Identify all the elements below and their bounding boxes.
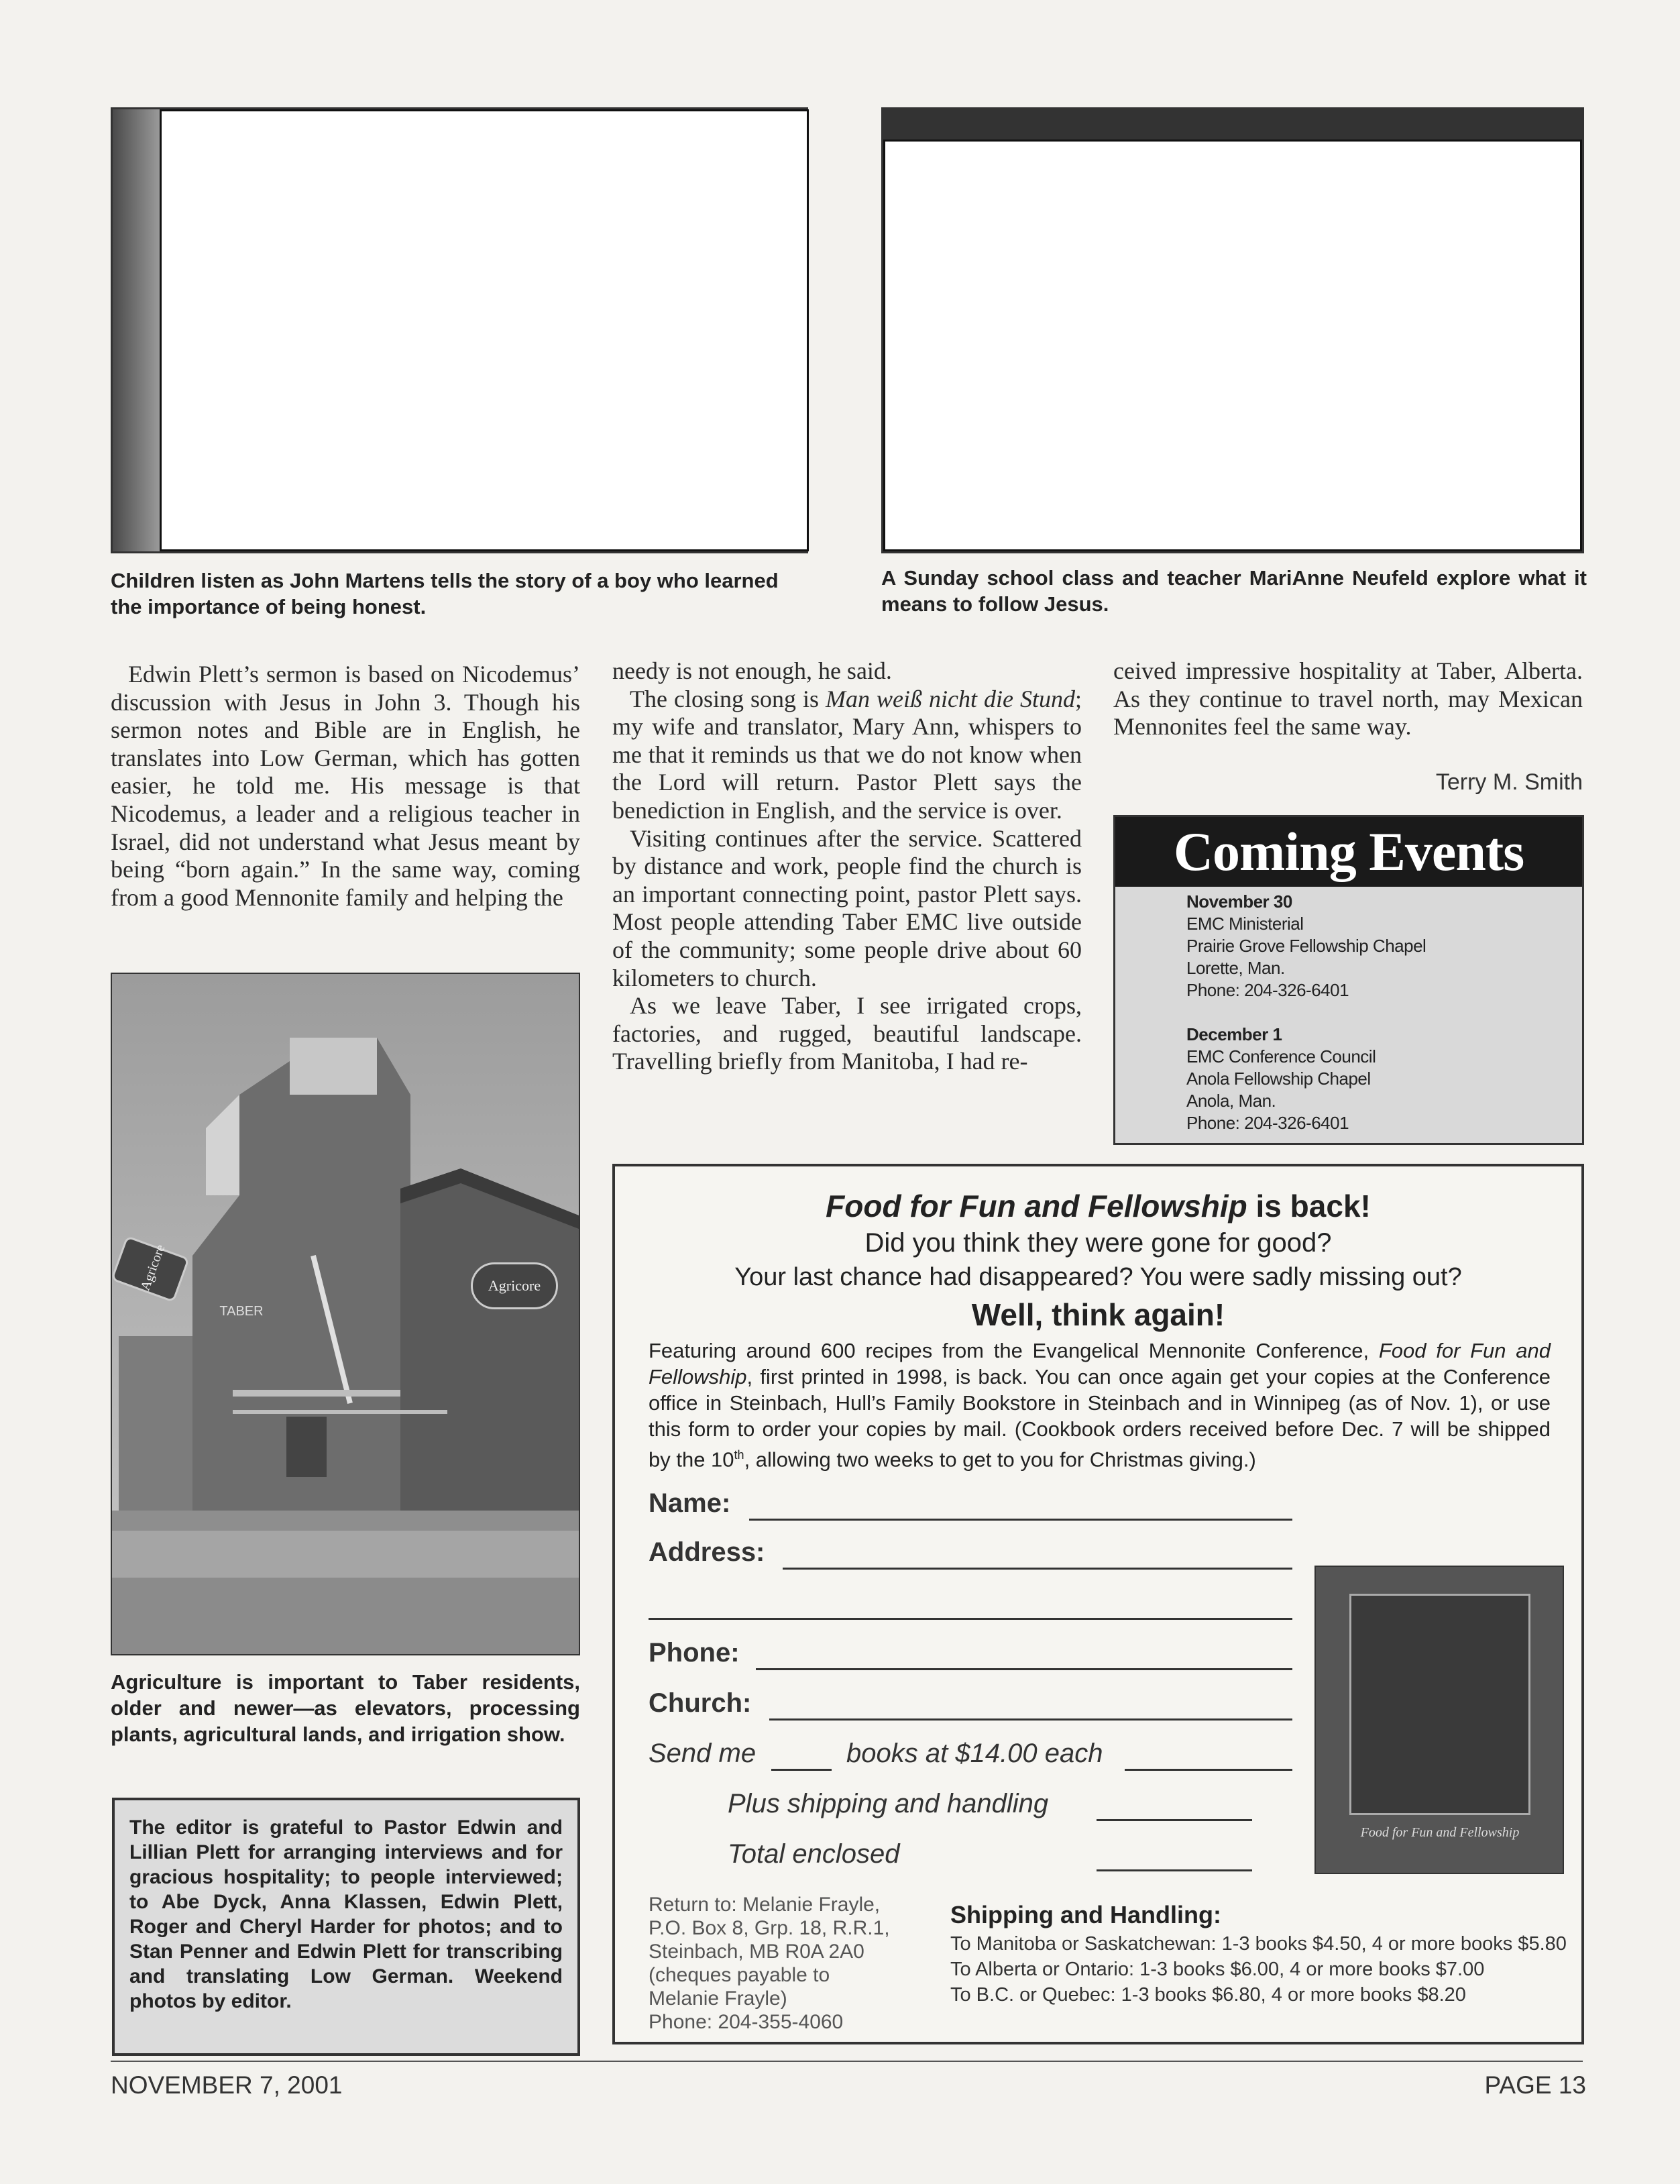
brand-text: Agricore — [137, 1242, 168, 1293]
ad-headline: Food for Fun and Fellowship is back! — [826, 1189, 1371, 1223]
shipping-label: Plus shipping and handling — [728, 1789, 1049, 1818]
address-label: Address: — [649, 1537, 765, 1567]
byline: Terry M. Smith — [1435, 769, 1583, 795]
photo-sunday-school — [881, 107, 1584, 553]
address-field-line-2[interactable] — [649, 1618, 1292, 1620]
phone-label: Phone: — [649, 1638, 740, 1668]
photo-placeholder — [160, 109, 809, 551]
event-line: EMC Conference Council — [1186, 1046, 1376, 1067]
town-sign: TABER — [219, 1304, 264, 1319]
name-label: Name: — [649, 1488, 731, 1518]
editor-note-text: The editor is grateful to Pastor Edwin and Lillian Plett for arranging interviews and for gracious hospitality; to people interviewed; to Abe Dyck, Anna Klassen, Edwin Plett, Roger and Cheryl Harder for photos; and to Stan Penner and Edwin Plett for transcribing and translating Low German. Weekend photos by editor. — [129, 1816, 563, 2012]
grain-elevator-illustration — [112, 974, 579, 1654]
quantity-field[interactable] — [771, 1769, 832, 1771]
article-paragraph: needy is not enough, he said. — [612, 657, 892, 684]
footer-page-number: PAGE 13 — [1484, 2071, 1586, 2099]
event-line: Lorette, Man. — [1186, 958, 1285, 978]
address-field[interactable] — [783, 1568, 1292, 1570]
church-field[interactable] — [769, 1718, 1292, 1721]
article-paragraph: The closing song is Man weiß nicht die Stund; my wife and translator, Mary Ann, whispers to me that it reminds us that we do not know when the Lord will return. Pastor Plett says the benediction in English, and the service is over. — [612, 685, 1082, 824]
article-paragraph: As we leave Taber, I see irrigated crops, factories, and rugged, beautiful landscape. Travelling briefly from Manitoba, I had re- — [612, 992, 1082, 1075]
brand-text: Agricore — [488, 1277, 541, 1294]
article-column-2 — [612, 657, 1082, 1076]
event-line: Anola, Man. — [1186, 1091, 1276, 1111]
books-subtotal-field[interactable] — [1125, 1769, 1292, 1771]
photo-placeholder — [883, 140, 1582, 551]
photo-edge — [113, 109, 160, 551]
event-line: Anola Fellowship Chapel — [1186, 1069, 1371, 1089]
photo-children-listening — [111, 107, 808, 553]
article-paragraph: Edwin Plett’s sermon is based on Nicodemus’ discussion with Jesus in John 3. Though his sermon notes and Bible are in English, he translates into Low German, which has gotten easier, he told me. His message is that Nicodemus, a leader and a religious teacher in Israel, did not understand what Jesus meant by being “born again.” In the same way, coming from a good Mennonite family and helping the — [111, 661, 580, 911]
book-title: Food for Fun and Fellowship — [826, 1189, 1247, 1223]
event-line: Phone: 204-326-6401 — [1186, 980, 1349, 1000]
photo-edge — [883, 109, 1582, 140]
cover-photo — [1349, 1594, 1530, 1815]
shipping-rate-row: To B.C. or Quebec: 1-3 books $6.80, 4 or more books $8.20 — [950, 1984, 1466, 2006]
caption-elevator-photo: Agriculture is important to Taber residents, older and newer—as elevators, processing plants, agricultural lands, and irrigation show. — [111, 1670, 580, 1746]
ad-line-3: Your last chance had disappeared? You were sadly missing out? — [734, 1263, 1462, 1291]
event-line: Phone: 204-326-6401 — [1186, 1113, 1349, 1133]
editor-acknowledgement-box — [112, 1798, 580, 2056]
name-field[interactable] — [749, 1519, 1292, 1521]
total-label: Total enclosed — [728, 1839, 900, 1869]
coming-events-box — [1113, 815, 1584, 1145]
article-paragraph: ceived impressive hospitality at Taber, Alberta. As they continue to travel north, may Mexican Mennonites feel the same way. — [1113, 657, 1583, 741]
coming-events-title: Coming Events — [1115, 817, 1582, 887]
song-title: Man weiß nicht die Stund — [826, 685, 1075, 712]
footer-date: NOVEMBER 7, 2001 — [111, 2071, 343, 2099]
ad-line-4: Well, think again! — [971, 1297, 1225, 1332]
return-address: Return to: Melanie Frayle, P.O. Box 8, Grp. 18, R.R.1, Steinbach, MB R0A 2A0 (cheques payable to Melanie Frayle) Phone: 204-355-4060 — [649, 1894, 890, 2033]
caption-right-photo: A Sunday school class and teacher MariAnne Neufeld explore what it means to follow Jesus. — [881, 566, 1587, 616]
send-me-label: Send me — [649, 1739, 757, 1768]
article-paragraph: Visiting continues after the service. Scattered by distance and work, people find the church is an important connecting point, pastor Plett says. Most people attending Taber EMC live outside of the community; some people drive about 60 kilometers to church. — [612, 824, 1082, 991]
church-label: Church: — [649, 1688, 752, 1718]
caption-left-photo: Children listen as John Martens tells the story of a boy who learned the importance of being honest. — [111, 569, 779, 618]
event-date: November 30 — [1186, 891, 1292, 912]
books-price-label: books at $14.00 each — [846, 1739, 1103, 1768]
event-line: EMC Ministerial — [1186, 914, 1304, 934]
photo-grain-elevator — [111, 973, 580, 1655]
event-item — [1186, 1024, 1575, 1134]
article-column-1 — [111, 661, 580, 912]
event-line: Prairie Grove Fellowship Chapel — [1186, 936, 1426, 956]
event-date: December 1 — [1186, 1024, 1282, 1044]
book-title: Food for Fun and Fellowship — [649, 1339, 1551, 1388]
shipping-rate-row: To Alberta or Ontario: 1-3 books $6.00, 4 or more books $7.00 — [950, 1959, 1485, 1980]
footer-rule — [111, 2061, 1583, 2062]
elevator-sign-right — [471, 1262, 558, 1309]
total-field[interactable] — [1097, 1869, 1252, 1871]
shipping-title: Shipping and Handling: — [950, 1901, 1221, 1928]
event-item — [1186, 891, 1575, 1001]
cookbook-ad — [612, 1164, 1584, 2044]
cover-title: Food for Fun and Fellowship — [1360, 1825, 1520, 1840]
article-column-3 — [1113, 657, 1583, 741]
ad-line-2: Did you think they were gone for good? — [864, 1228, 1332, 1258]
cookbook-cover-image — [1314, 1566, 1564, 1874]
phone-field[interactable] — [756, 1668, 1292, 1670]
shipping-field[interactable] — [1097, 1819, 1252, 1821]
ad-body: Featuring around 600 recipes from the Evangelical Mennonite Conference, Food for Fun and Fellowship, first printed in 1998, is back. You can once again get your copies at the Conference office in Steinbach, Hull’s Family Bookstore in Steinbach and in Winnipeg (as of Nov. 1), or use this form to order your copies by mail. (Cookbook orders received before Dec. 7 will be shipped by the 10th, allowing two weeks to get to you for Christmas giving.) — [649, 1339, 1551, 1472]
shipping-rate-row: To Manitoba or Saskatchewan: 1-3 books $4.50, 4 or more books $5.80 — [950, 1933, 1567, 1955]
